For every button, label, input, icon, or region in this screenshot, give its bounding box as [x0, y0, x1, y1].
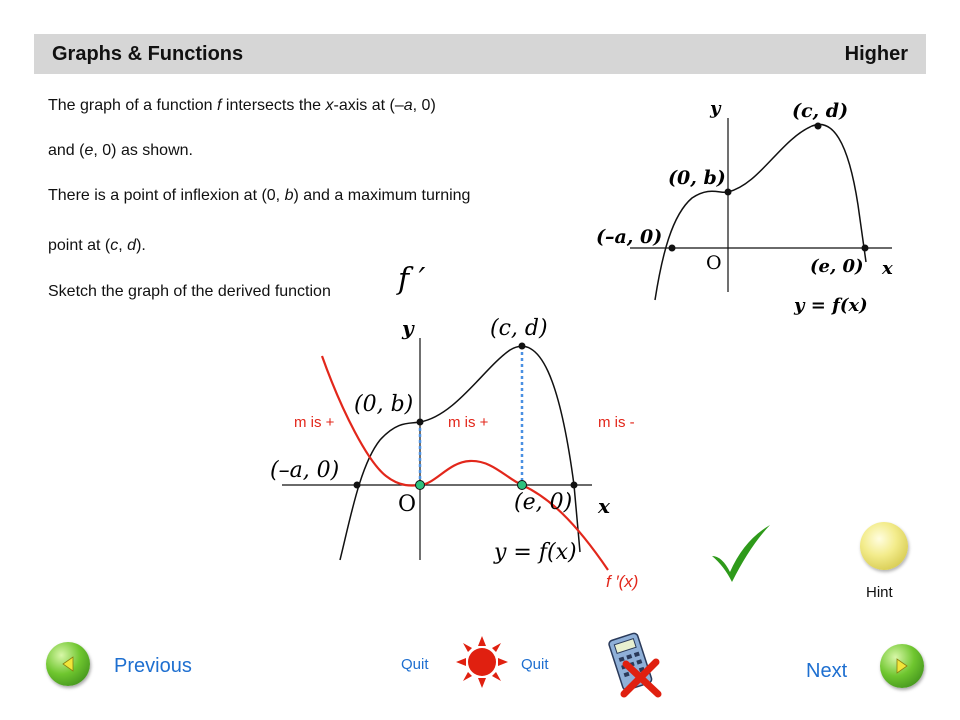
- quit-link-left[interactable]: Quit: [401, 656, 429, 673]
- next-button[interactable]: [880, 644, 924, 688]
- hint-label: Hint: [866, 584, 893, 601]
- big-point-e0: [571, 482, 578, 489]
- arrow-left-icon: [59, 655, 77, 673]
- small-origin-label: O: [706, 252, 722, 274]
- small-label-0b: (0, b): [668, 167, 726, 189]
- f-prime-symbol: f ′: [398, 262, 426, 297]
- small-label-cd: (c, d): [792, 100, 849, 122]
- big-point-neg-a: [354, 482, 361, 489]
- page-title: Graphs & Functions: [52, 42, 244, 65]
- big-label-neg-a: (–a, 0): [270, 458, 340, 483]
- gradient-label-2: m is +: [448, 414, 489, 431]
- hint-button[interactable]: [860, 522, 908, 570]
- question-line-2: and (e, 0) as shown.: [48, 142, 193, 159]
- gradient-label-1: m is +: [294, 414, 335, 431]
- big-x-label: x: [598, 494, 610, 518]
- derived-root-left: [416, 481, 425, 490]
- big-point-0b: [417, 419, 424, 426]
- gradient-label-3: m is -: [598, 414, 635, 431]
- small-curve-label: y = f(x): [794, 295, 868, 316]
- big-label-cd: (c, d): [490, 316, 548, 341]
- derived-function-label: f ′(x): [606, 572, 639, 591]
- previous-button[interactable]: [46, 642, 90, 686]
- quit-button[interactable]: [456, 636, 508, 688]
- quit-link-right[interactable]: Quit: [521, 656, 549, 673]
- derived-curve: [322, 356, 608, 570]
- derived-root-right: [518, 481, 527, 490]
- next-label[interactable]: Next: [806, 660, 848, 682]
- big-label-e0: (e, 0): [514, 490, 573, 515]
- small-y-label: y: [710, 98, 721, 119]
- big-curve-label: y = f(x): [494, 540, 577, 565]
- check-icon: [708, 522, 774, 584]
- previous-label[interactable]: Previous: [114, 655, 192, 677]
- big-label-0b: (0, b): [354, 392, 414, 417]
- question-line-1: The graph of a function f intersects the x-axis at (–a, 0): [48, 97, 436, 114]
- small-label-e0: (e, 0): [810, 256, 864, 277]
- question-line-3: There is a point of inflexion at (0, b) and a maximum turning: [48, 187, 471, 204]
- big-curve: [340, 346, 580, 560]
- sun-icon: [456, 636, 508, 688]
- small-label-neg-a: (–a, 0): [596, 226, 663, 248]
- calculator-icon[interactable]: [606, 628, 666, 698]
- level-label: Higher: [844, 42, 908, 65]
- big-point-cd: [519, 343, 526, 350]
- small-x-label: x: [882, 258, 893, 279]
- arrow-right-icon: [893, 657, 911, 675]
- big-y-label: y: [402, 316, 414, 340]
- big-origin-label: O: [398, 492, 417, 517]
- question-line-4: point at (c, d).: [48, 237, 146, 254]
- question-line-5: Sketch the graph of the derived function: [48, 283, 331, 300]
